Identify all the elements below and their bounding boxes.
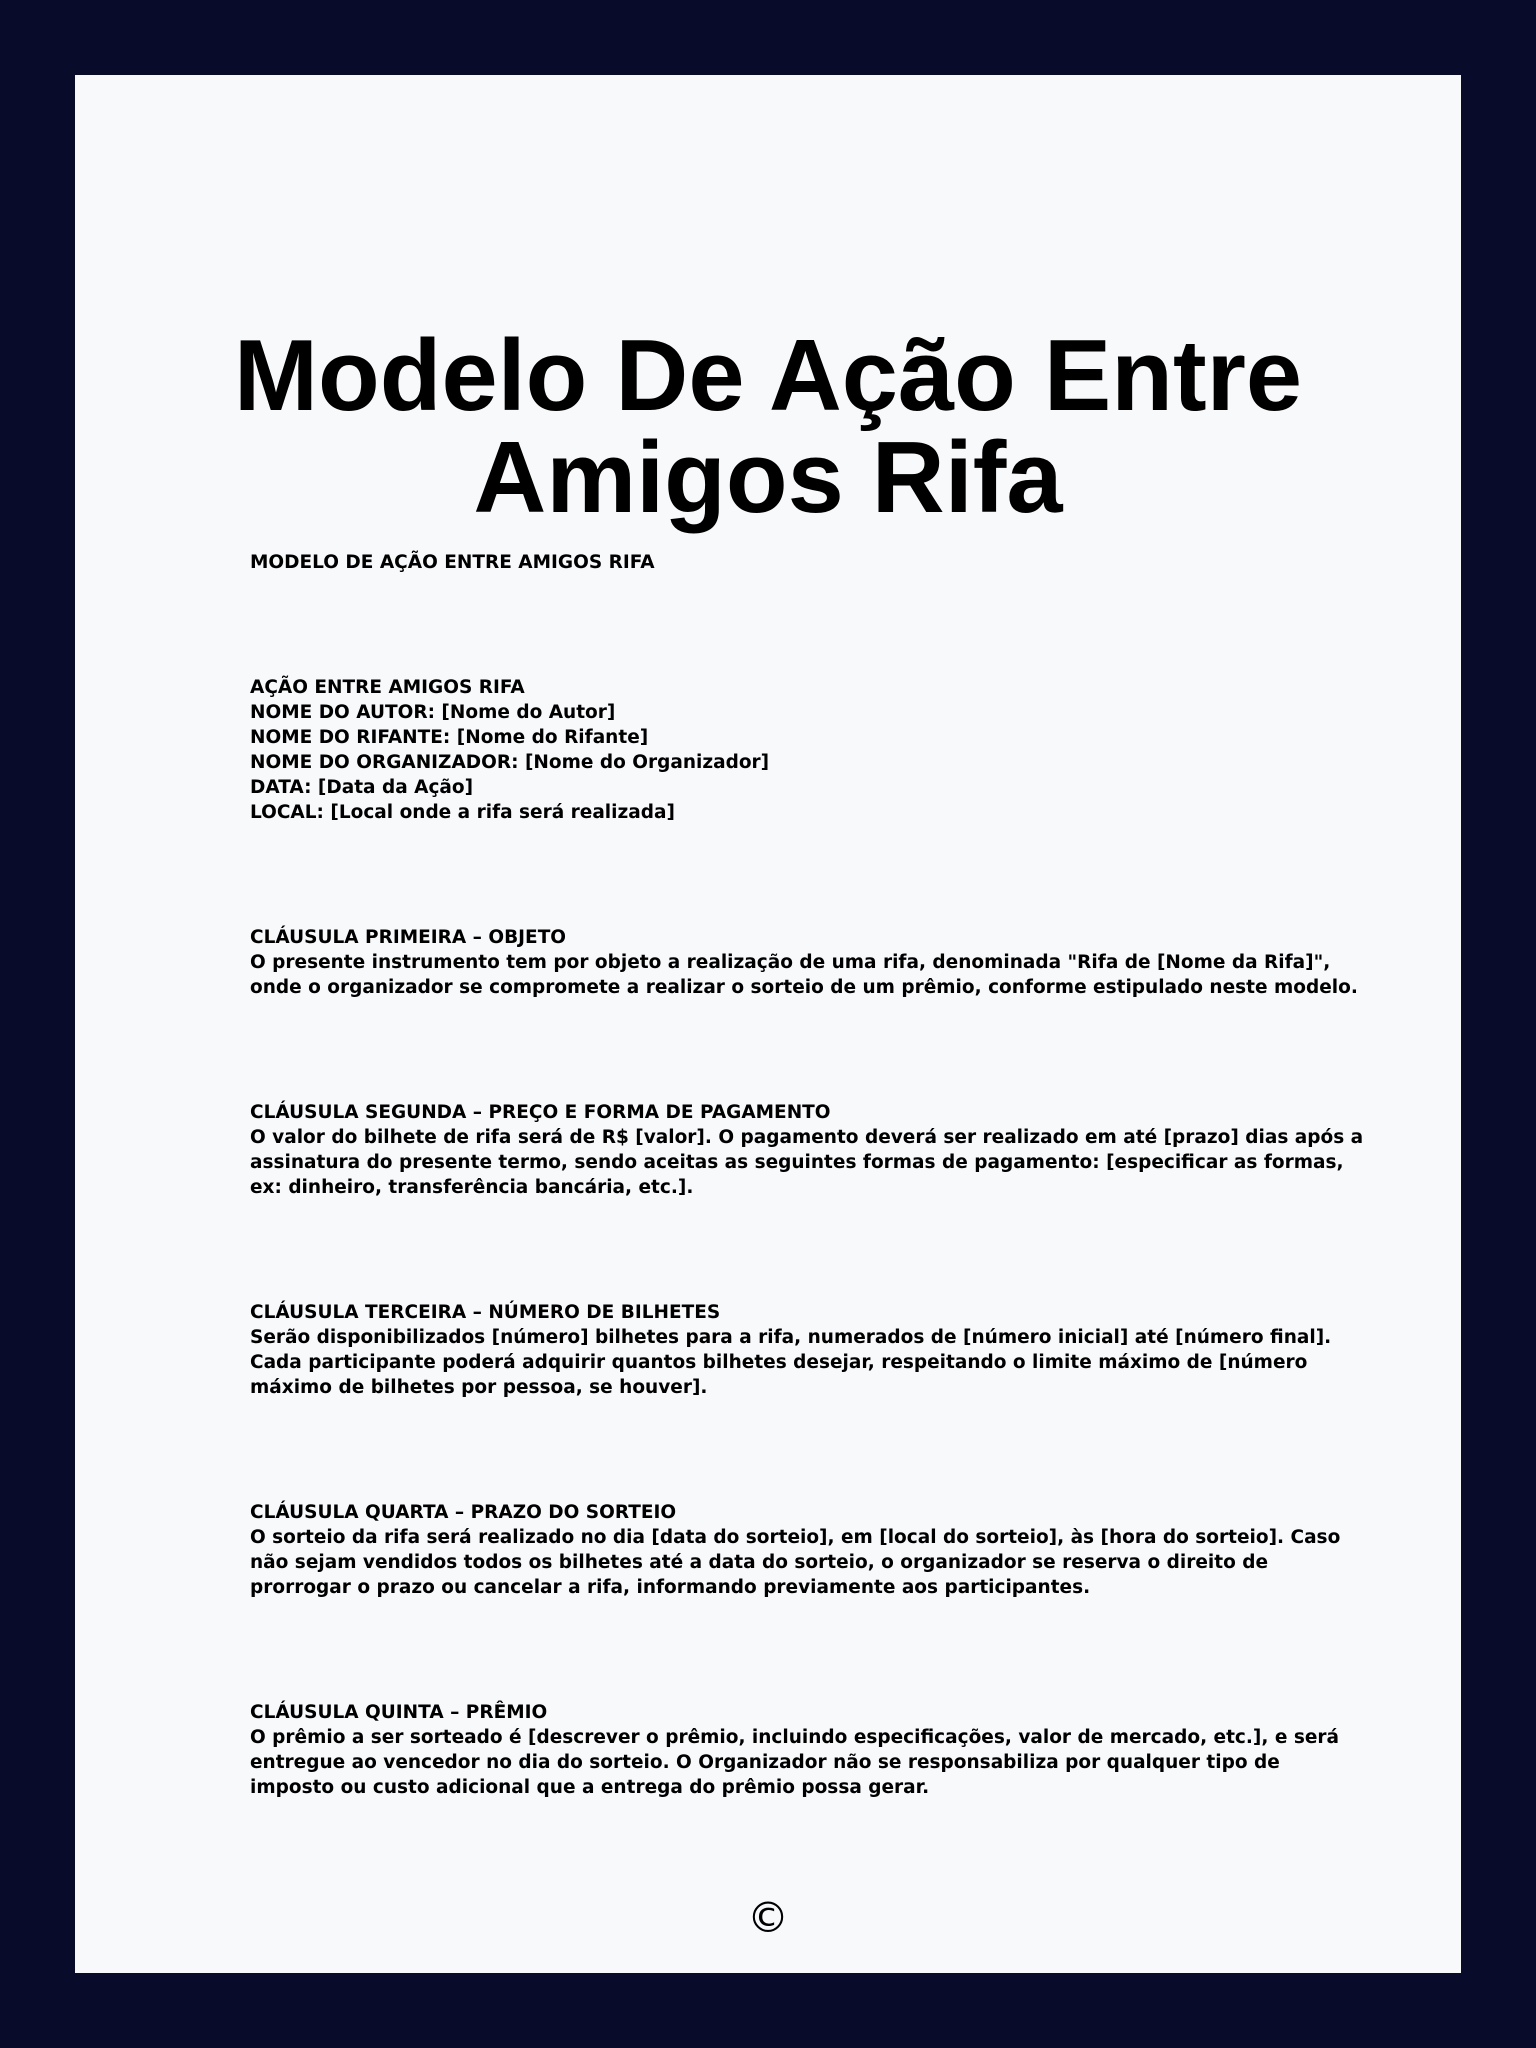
clause-fifth bbox=[250, 1700, 1370, 1800]
clause-first bbox=[250, 925, 1370, 1000]
document-title: Modelo De Ação Entre Amigos Rifa bbox=[233, 320, 1303, 534]
clause-heading: CLÁUSULA QUARTA – PRAZO DO SORTEIO bbox=[250, 1502, 677, 1523]
document-body bbox=[250, 550, 1370, 1800]
clause-third bbox=[250, 1300, 1370, 1400]
header-line-date: DATA: [Data da Ação] bbox=[250, 777, 474, 798]
clause-heading: CLÁUSULA PRIMEIRA – OBJETO bbox=[250, 927, 567, 948]
clause-text: O sorteio da rifa será realizado no dia [data do sorteio], em [local do sorteio], às [hora do sorteio]. Caso não sejam vendidos todos os bilhetes até a data do sorteio, o organizador se reserva o direito de prorrogar o prazo ou cancelar a rifa, informando previamente aos participantes. bbox=[250, 1527, 1341, 1598]
clause-text: Serão disponibilizados [número] bilhetes para a rifa, numerados de [número inicial] até [número final]. Cada participante poderá adquirir quantos bilhetes desejar, respeitando o limite máximo de [número máximo de bilhetes por pessoa, se houver]. bbox=[250, 1327, 1332, 1398]
document-heading: MODELO DE AÇÃO ENTRE AMIGOS RIFA bbox=[250, 552, 655, 573]
document-page bbox=[75, 75, 1461, 1973]
header-line-organizer: NOME DO ORGANIZADOR: [Nome do Organizador] bbox=[250, 752, 770, 773]
header-info-block bbox=[250, 675, 1370, 825]
clause-text: O valor do bilhete de rifa será de R$ [valor]. O pagamento deverá ser realizado em até [prazo] dias após a assinatura do presente termo, sendo aceitas as seguintes formas de pagamento: [especificar as formas, ex: dinheiro, transferência bancária, etc.]. bbox=[250, 1127, 1364, 1198]
clause-text: O prêmio a ser sorteado é [descrever o prêmio, incluindo especificações, valor de mercado, etc.], e será entregue ao vencedor no dia do sorteio. O Organizador não se responsabiliza por qualquer tipo de imposto ou custo adicional que a entrega do prêmio possa gerar. bbox=[250, 1727, 1340, 1798]
clause-heading: CLÁUSULA SEGUNDA – PREÇO E FORMA DE PAGAMENTO bbox=[250, 1102, 831, 1123]
clause-text: O presente instrumento tem por objeto a realização de uma rifa, denominada "Rifa de [Nome da Rifa]", onde o organizador se compromete a realizar o sorteio de um prêmio, conforme estipulado neste modelo. bbox=[250, 952, 1358, 998]
copyright-icon: © bbox=[747, 1893, 789, 1942]
clause-fourth bbox=[250, 1500, 1370, 1600]
clause-heading: CLÁUSULA QUINTA – PRÊMIO bbox=[250, 1702, 548, 1723]
header-line-author: NOME DO AUTOR: [Nome do Autor] bbox=[250, 702, 616, 723]
clause-second bbox=[250, 1100, 1370, 1200]
header-line-action: AÇÃO ENTRE AMIGOS RIFA bbox=[250, 677, 525, 698]
header-line-location: LOCAL: [Local onde a rifa será realizada] bbox=[250, 802, 675, 823]
header-line-rifante: NOME DO RIFANTE: [Nome do Rifante] bbox=[250, 727, 649, 748]
clause-heading: CLÁUSULA TERCEIRA – NÚMERO DE BILHETES bbox=[250, 1302, 721, 1323]
